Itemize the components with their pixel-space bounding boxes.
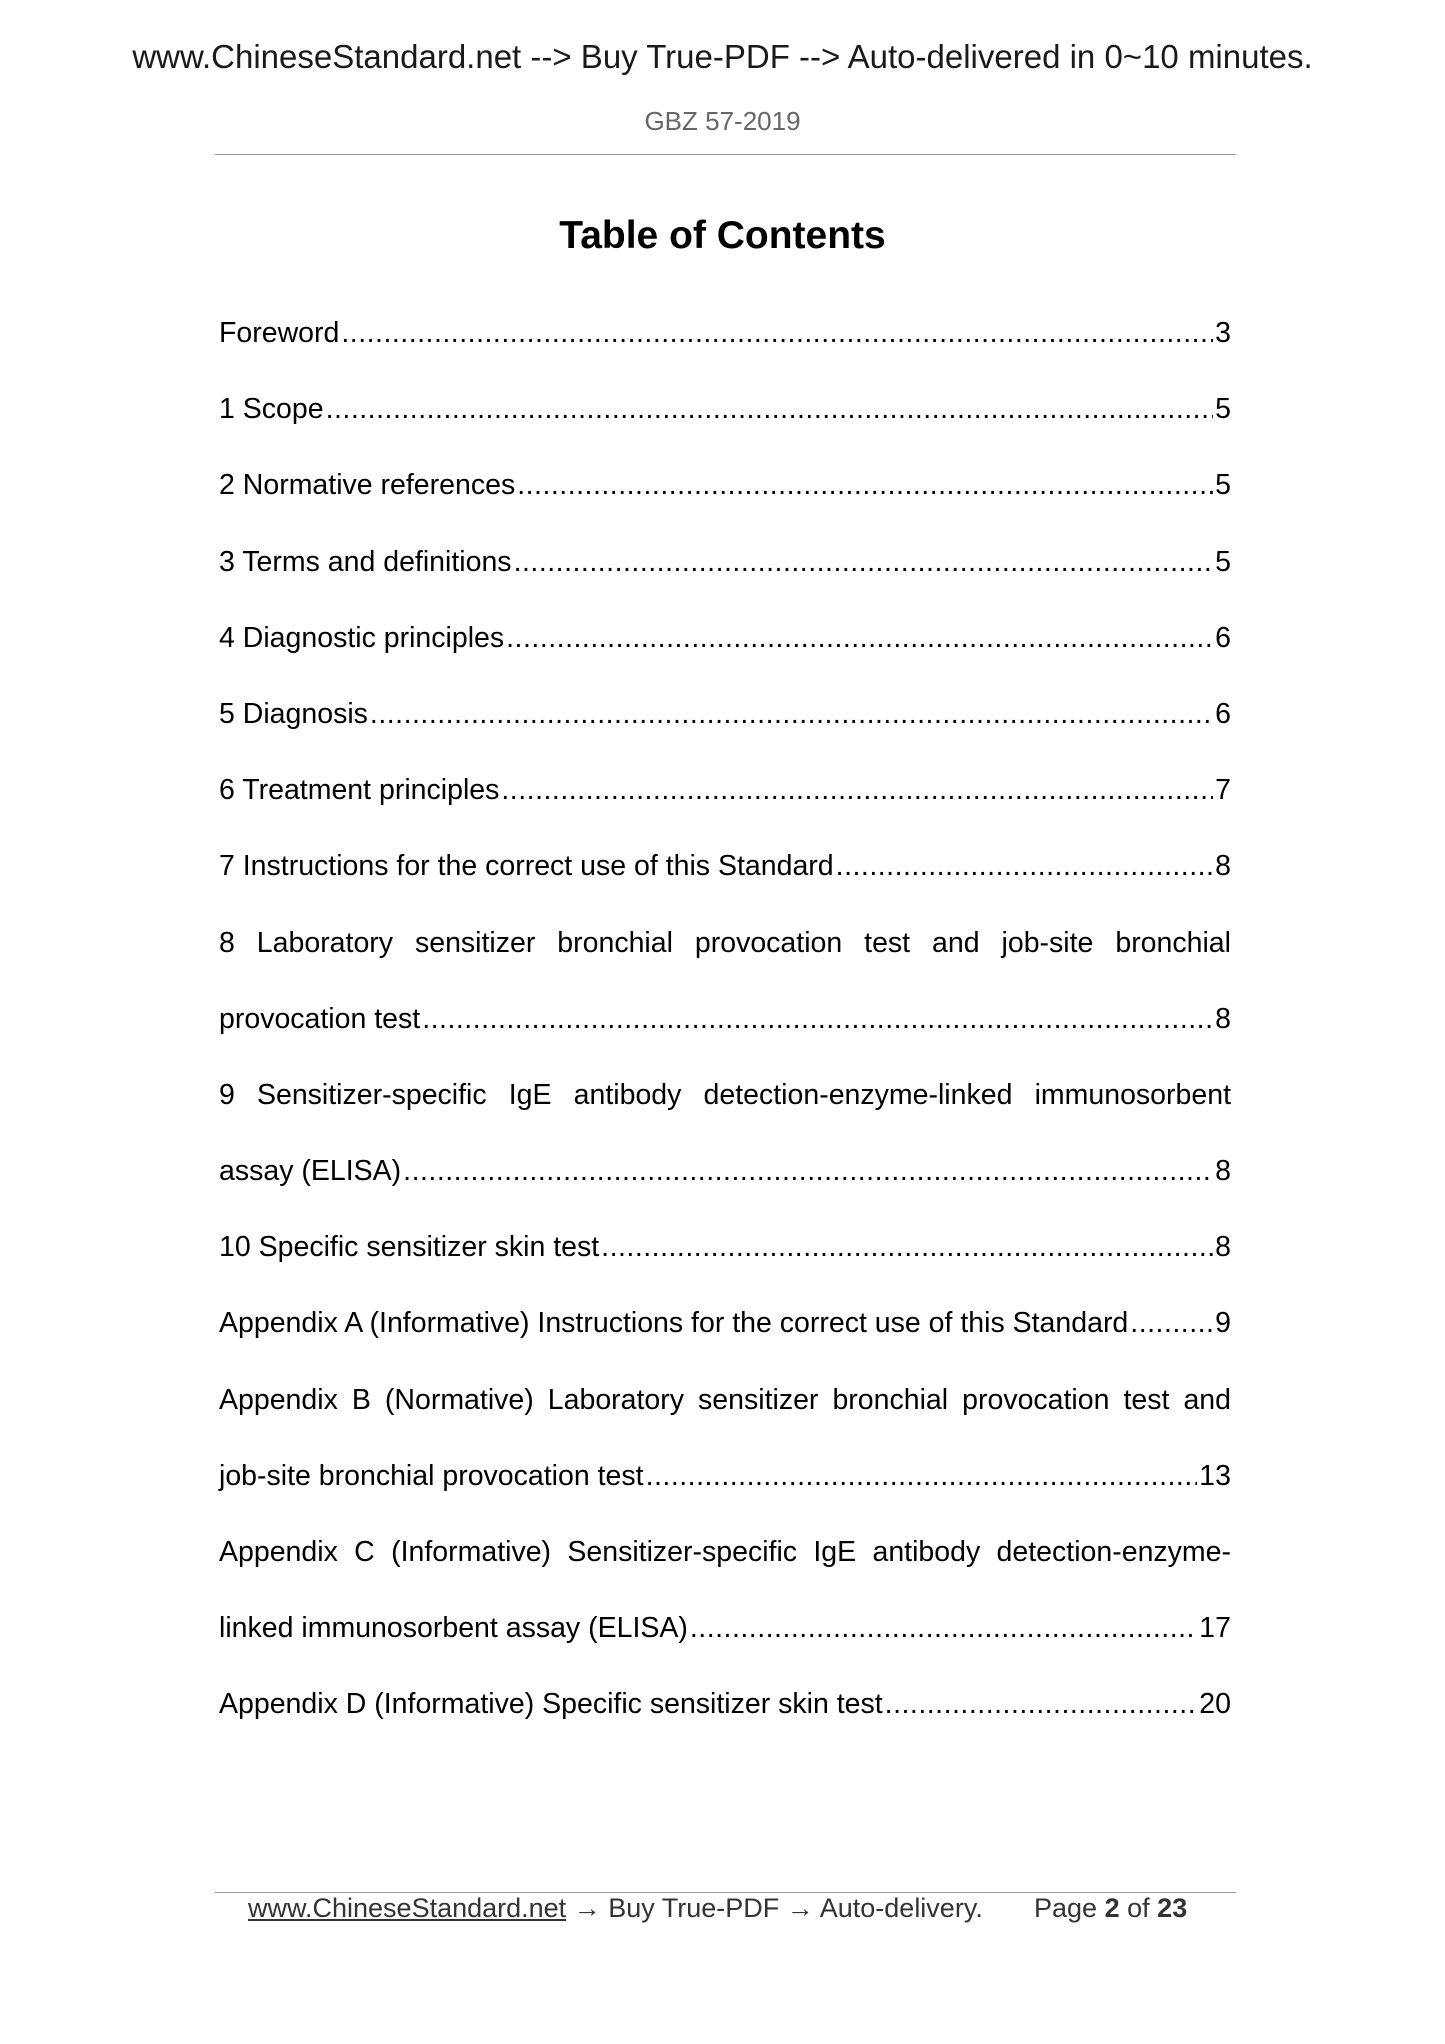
top-banner: www.ChineseStandard.net --> Buy True-PDF --> Auto-delivered in 0~10 minutes.	[132, 38, 1313, 75]
toc-entry-diagnosis[interactable]	[219, 683, 1231, 759]
toc-entry-label: 5 Diagnosis	[219, 697, 368, 730]
toc-entry-normative-references[interactable]	[219, 454, 1231, 530]
toc-entry-page: 9	[1215, 1307, 1231, 1340]
toc-entry-label: 6 Treatment principles	[219, 774, 500, 807]
toc-entry-page: 5	[1215, 393, 1231, 426]
leader-dots	[422, 988, 1213, 1050]
toc-entry-page: 8	[1215, 1231, 1231, 1264]
leader-dots	[514, 531, 1214, 593]
toc-entry-appendix-b[interactable]	[219, 1445, 1231, 1521]
toc-entry-treatment-principles[interactable]	[219, 759, 1231, 835]
header-divider	[215, 154, 1236, 155]
toc-entry-instructions-correct-use[interactable]	[219, 835, 1231, 911]
toc-entry-page: 8	[1215, 1155, 1231, 1188]
toc-entry-diagnostic-principles[interactable]	[219, 607, 1231, 683]
toc-entry-page: 5	[1215, 545, 1231, 578]
toc-entry-label: Appendix D (Informative) Specific sensitizer skin test	[219, 1688, 883, 1721]
footer-site-link[interactable]: www.ChineseStandard.net	[248, 1893, 567, 1923]
page-number: 2	[1104, 1893, 1120, 1923]
toc-entry-label: Appendix A (Informative) Instructions for the correct use of this Standard	[219, 1307, 1129, 1340]
toc-entry-page: 8	[1215, 850, 1231, 883]
page-word: Page	[1034, 1893, 1098, 1923]
of-word: of	[1127, 1893, 1150, 1923]
leader-dots	[403, 1140, 1213, 1202]
toc-entry-label: 1 Scope	[219, 393, 324, 426]
table-of-contents	[219, 302, 1231, 1750]
toc-entry-label: 3 Terms and definitions	[219, 545, 512, 578]
toc-entry-label: assay (ELISA)	[219, 1155, 402, 1188]
toc-entry-page: 6	[1215, 697, 1231, 730]
leader-dots	[1130, 1292, 1213, 1354]
document-code: GBZ 57-2019	[644, 106, 801, 136]
toc-entry-appendix-b-line1[interactable]: Appendix B (Normative) Laboratory sensitizer bronchial provocation test and	[219, 1383, 1231, 1416]
toc-entry-label: 7 Instructions for the correct use of this Standard	[219, 850, 834, 883]
leader-dots	[836, 835, 1213, 897]
page-title: Table of Contents	[559, 214, 886, 257]
leader-dots	[601, 1216, 1213, 1278]
footer-pagination	[1034, 1893, 1187, 1924]
toc-entry-appendix-c[interactable]	[219, 1597, 1231, 1673]
toc-entry-foreword[interactable]	[219, 302, 1231, 378]
toc-entry-page: 7	[1215, 774, 1231, 807]
toc-entry-terms-and-definitions[interactable]	[219, 531, 1231, 607]
toc-entry-laboratory-provocation-line1[interactable]: 8 Laboratory sensitizer bronchial provocation test and job-site bronchial	[219, 926, 1231, 959]
leader-dots	[690, 1597, 1197, 1659]
toc-entry-laboratory-provocation[interactable]	[219, 988, 1231, 1064]
toc-entry-ige-elisa[interactable]	[219, 1140, 1231, 1216]
toc-entry-page: 13	[1199, 1459, 1231, 1492]
toc-entry-label: 4 Diagnostic principles	[219, 621, 505, 654]
toc-entry-label: Foreword	[219, 317, 340, 349]
toc-entry-label: provocation test	[219, 1002, 421, 1035]
leader-dots	[885, 1673, 1198, 1735]
toc-entry-page: 6	[1215, 621, 1231, 654]
total-pages: 23	[1157, 1893, 1188, 1923]
toc-entry-ige-elisa-line1[interactable]: 9 Sensitizer-specific IgE antibody detection-enzyme-linked immunosorbent	[219, 1078, 1231, 1111]
leader-dots	[517, 454, 1213, 516]
toc-entry-page: 20	[1199, 1688, 1231, 1721]
toc-entry-label: job-site bronchial provocation test	[219, 1459, 644, 1492]
leader-dots	[326, 378, 1214, 440]
footer-promo	[248, 1893, 983, 1924]
toc-entry-page: 17	[1199, 1612, 1231, 1645]
leader-dots	[341, 302, 1213, 364]
toc-entry-appendix-c-line1[interactable]: Appendix C (Informative) Sensitizer-specific IgE antibody detection-enzyme-	[219, 1536, 1231, 1568]
leader-dots	[370, 683, 1213, 745]
footer-tagline: → Buy True-PDF → Auto-delivery.	[566, 1893, 983, 1923]
toc-entry-page: 5	[1215, 469, 1231, 502]
toc-entry-page: 8	[1215, 1002, 1231, 1035]
toc-entry-appendix-d[interactable]	[219, 1673, 1231, 1749]
page-footer	[248, 1893, 1228, 1933]
toc-entry-skin-test[interactable]	[219, 1216, 1231, 1292]
leader-dots	[501, 759, 1213, 821]
toc-entry-scope[interactable]	[219, 378, 1231, 454]
toc-entry-label: 10 Specific sensitizer skin test	[219, 1231, 600, 1264]
toc-entry-page: 3	[1215, 317, 1231, 349]
leader-dots	[646, 1445, 1198, 1507]
leader-dots	[506, 607, 1213, 669]
toc-entry-label: linked immunosorbent assay (ELISA)	[219, 1612, 688, 1645]
toc-entry-label: 2 Normative references	[219, 469, 516, 502]
toc-entry-appendix-a[interactable]	[219, 1292, 1231, 1368]
